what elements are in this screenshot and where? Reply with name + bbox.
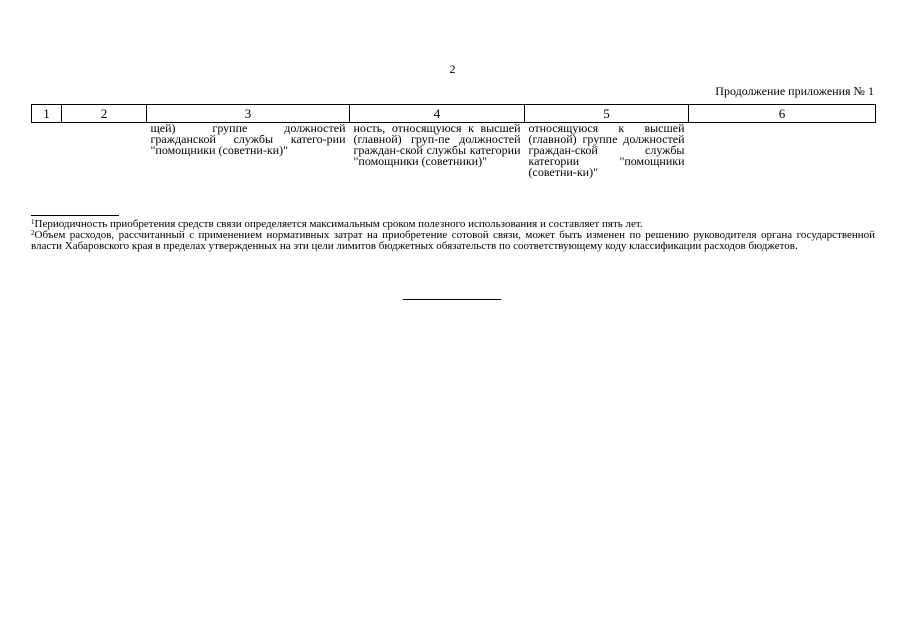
- table-header-row: [32, 105, 876, 123]
- table-cell: щей) группе должностей гражданской службы катего-рии "помощники (советни-ки)": [150, 121, 346, 157]
- table-cell: ность, относящуюся к высшей (главной) груп-пе должностей граждан-ской службы категории "помощники (советники)": [353, 121, 521, 168]
- appendix-table: [31, 104, 876, 178]
- appendix-continuation-note: Продолжение приложения № 1: [715, 84, 874, 98]
- page-number: 2: [449, 62, 456, 76]
- footnote-marker: 2: [31, 229, 35, 237]
- footnotes: [31, 219, 875, 252]
- table-row: [32, 123, 876, 179]
- column-number-4: 4: [350, 105, 525, 123]
- footnote-text: Объем расходов, рассчитанный с применением нормативных затрат на приобретение сотовой связи, может быть изменен по решению руководителя органа государственной власти Хабаровского края в пределах утвержденных на эти цели лимитов бюджетных обязательств по соответствующему коду классификации расходов бюджетов.: [31, 229, 875, 252]
- table-cell: [689, 123, 876, 179]
- column-number-1: 1: [32, 105, 62, 123]
- footnote-separator: [31, 215, 119, 216]
- footnote-marker: 1: [31, 218, 35, 226]
- table-cell: [62, 123, 147, 179]
- column-number-2: 2: [62, 105, 147, 123]
- footnote: [31, 230, 875, 252]
- footnote-text: Периодичность приобретения средств связи определяется максимальным сроком полезного использования и составляет пять лет.: [34, 218, 643, 230]
- column-number-6: 6: [689, 105, 876, 123]
- end-of-document-line: [403, 299, 501, 300]
- column-number-3: 3: [147, 105, 350, 123]
- table-cell: [32, 123, 62, 179]
- column-number-5: 5: [525, 105, 689, 123]
- table-cell: относящуюся к высшей (главной) группе должностей граждан-ской службы категории "помощники (советни-ки)": [528, 121, 685, 179]
